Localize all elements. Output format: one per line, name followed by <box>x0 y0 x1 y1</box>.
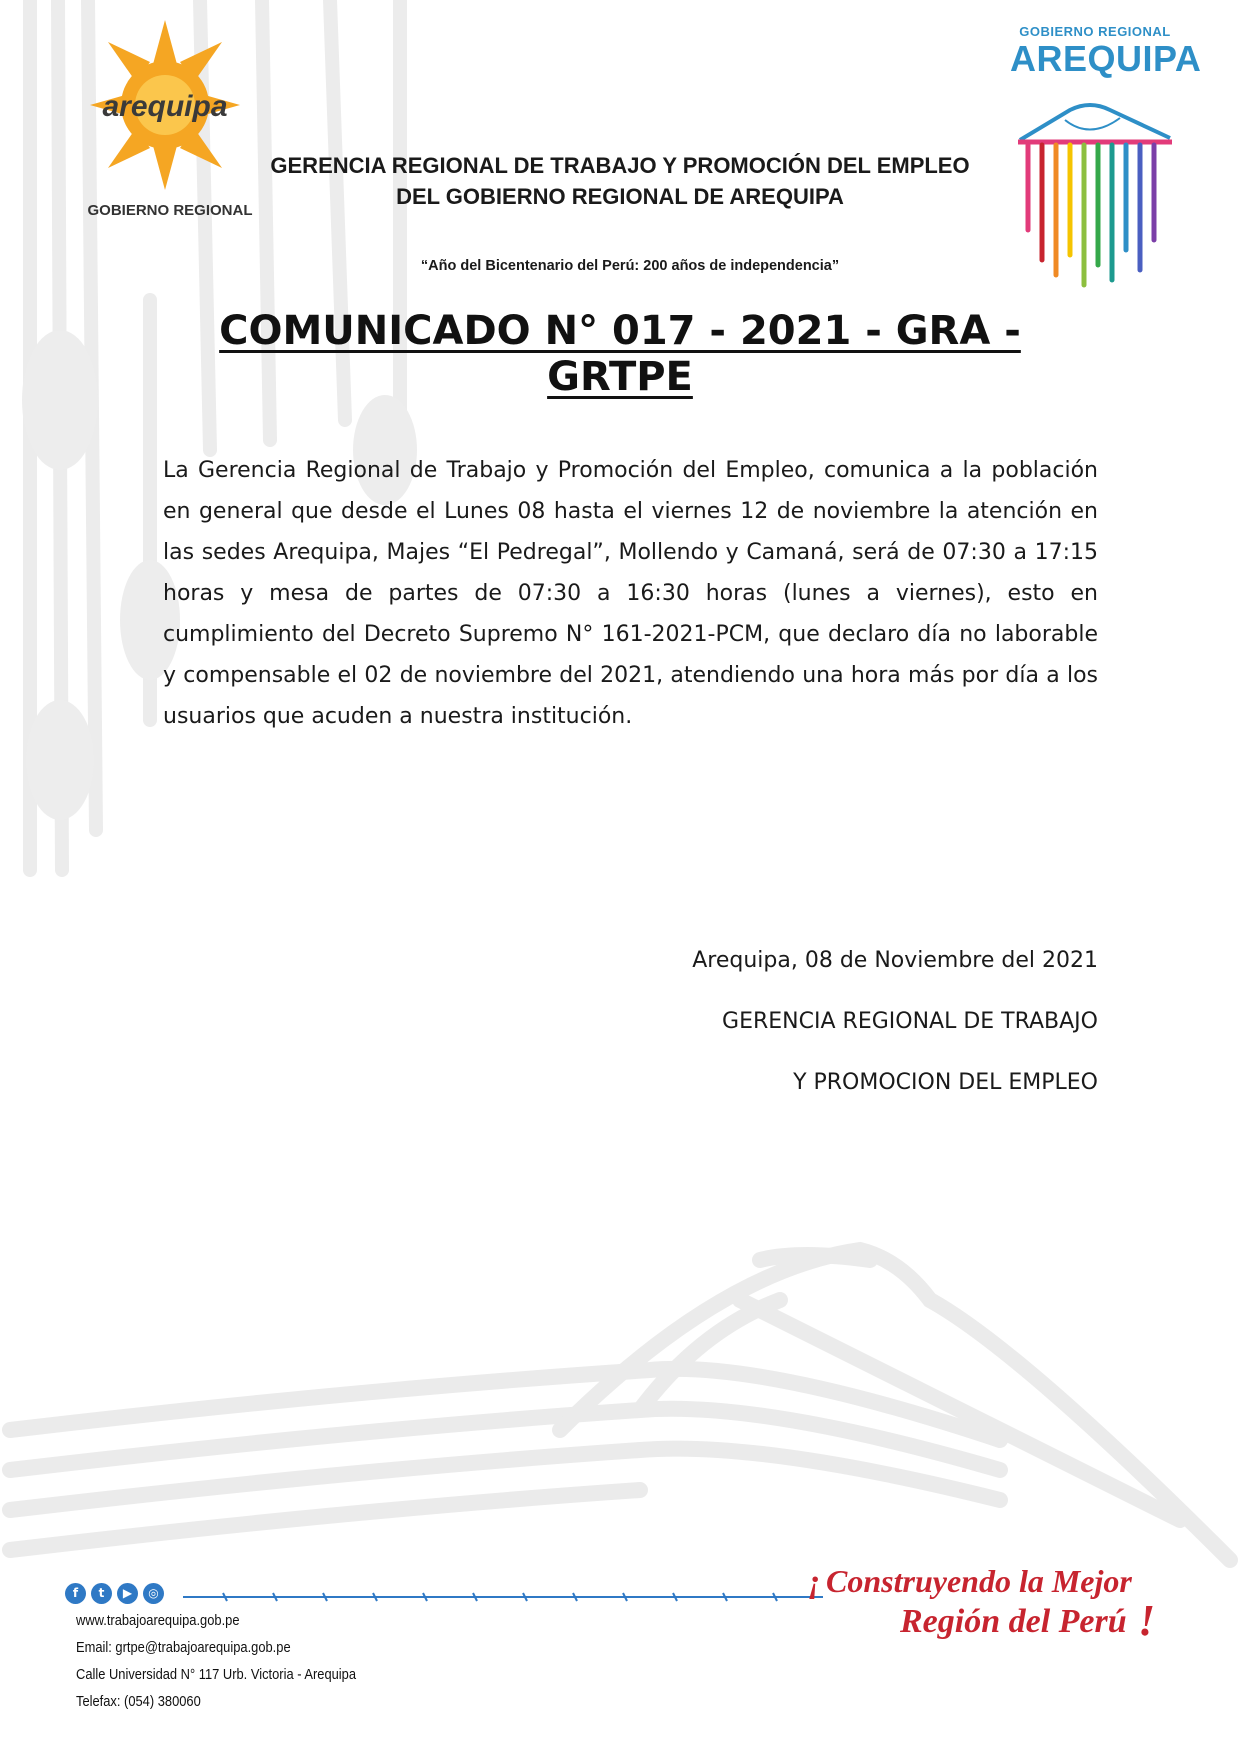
header-title <box>230 150 1010 212</box>
gobierno-regional-arequipa-logo <box>1010 20 1202 300</box>
slogan-exclamation-close: ! <box>1138 1596 1156 1645</box>
footer-divider <box>183 1590 823 1604</box>
left-logo-label: GOBIERNO REGIONAL <box>87 202 253 219</box>
website-link[interactable]: www.trabajoarequipa.gob.pe <box>76 1612 240 1629</box>
weaving-mountain-icon <box>1010 90 1180 300</box>
slogan-line-1: Construyendo la Mejor <box>826 1563 1132 1599</box>
place-date: Arequipa, 08 de Noviembre del 2021 <box>692 948 1098 973</box>
phone-text: Telefax: (054) 380060 <box>76 1693 201 1710</box>
logo-wordmark: arequipa <box>102 90 228 123</box>
instagram-icon[interactable]: ◎ <box>143 1583 164 1604</box>
slogan-exclamation-open: ¡ <box>808 1563 822 1600</box>
youtube-icon[interactable]: ▶ <box>117 1583 138 1604</box>
right-logo-big-title: AREQUIPA <box>1010 38 1202 79</box>
signature-line-1: GERENCIA REGIONAL DE TRABAJO <box>722 1009 1098 1034</box>
header-title-line-1: GERENCIA REGIONAL DE TRABAJO Y PROMOCIÓN DEL EMPLEO <box>270 153 970 178</box>
right-logo-small-title: GOBIERNO REGIONAL <box>1019 24 1171 39</box>
sun-logo-icon <box>90 20 240 190</box>
year-motto: “Año del Bicentenario del Perú: 200 años de independencia” <box>420 258 840 274</box>
address-text: Calle Universidad N° 117 Urb. Victoria - Arequipa <box>76 1666 357 1683</box>
document-title: COMUNICADO N° 017 - 2021 - GRA - GRTPE <box>219 308 1021 400</box>
facebook-icon[interactable]: f <box>65 1583 86 1604</box>
slogan <box>808 1555 1180 1645</box>
body-paragraph: La Gerencia Regional de Trabajo y Promoción del Empleo, comunica a la población en general que desde el Lunes 08 hasta el viernes 12 de noviembre la atención en las sedes Arequipa, Majes “El Pedregal”, Mollendo y Camaná, será de 07:30 a 17:15 horas y mesa de partes de 07:30 a 16:30 horas (lunes a viernes), esto en cumplimiento del Decreto Supremo N° 161-2021-PCM, que declaro día no laborable y compensable el 02 de noviembre del 2021, atendiendo una hora más por día a los usuarios que acuden a nuestra institución. <box>163 458 1098 729</box>
signature-line-2: Y PROMOCION DEL EMPLEO <box>793 1070 1098 1095</box>
social-icons <box>65 1583 169 1609</box>
email-link[interactable]: Email: grtpe@trabajoarequipa.gob.pe <box>76 1639 291 1656</box>
header-title-line-2: DEL GOBIERNO REGIONAL DE AREQUIPA <box>396 184 844 209</box>
twitter-icon[interactable]: t <box>91 1583 112 1604</box>
slogan-line-2: Región del Perú <box>900 1603 1127 1640</box>
